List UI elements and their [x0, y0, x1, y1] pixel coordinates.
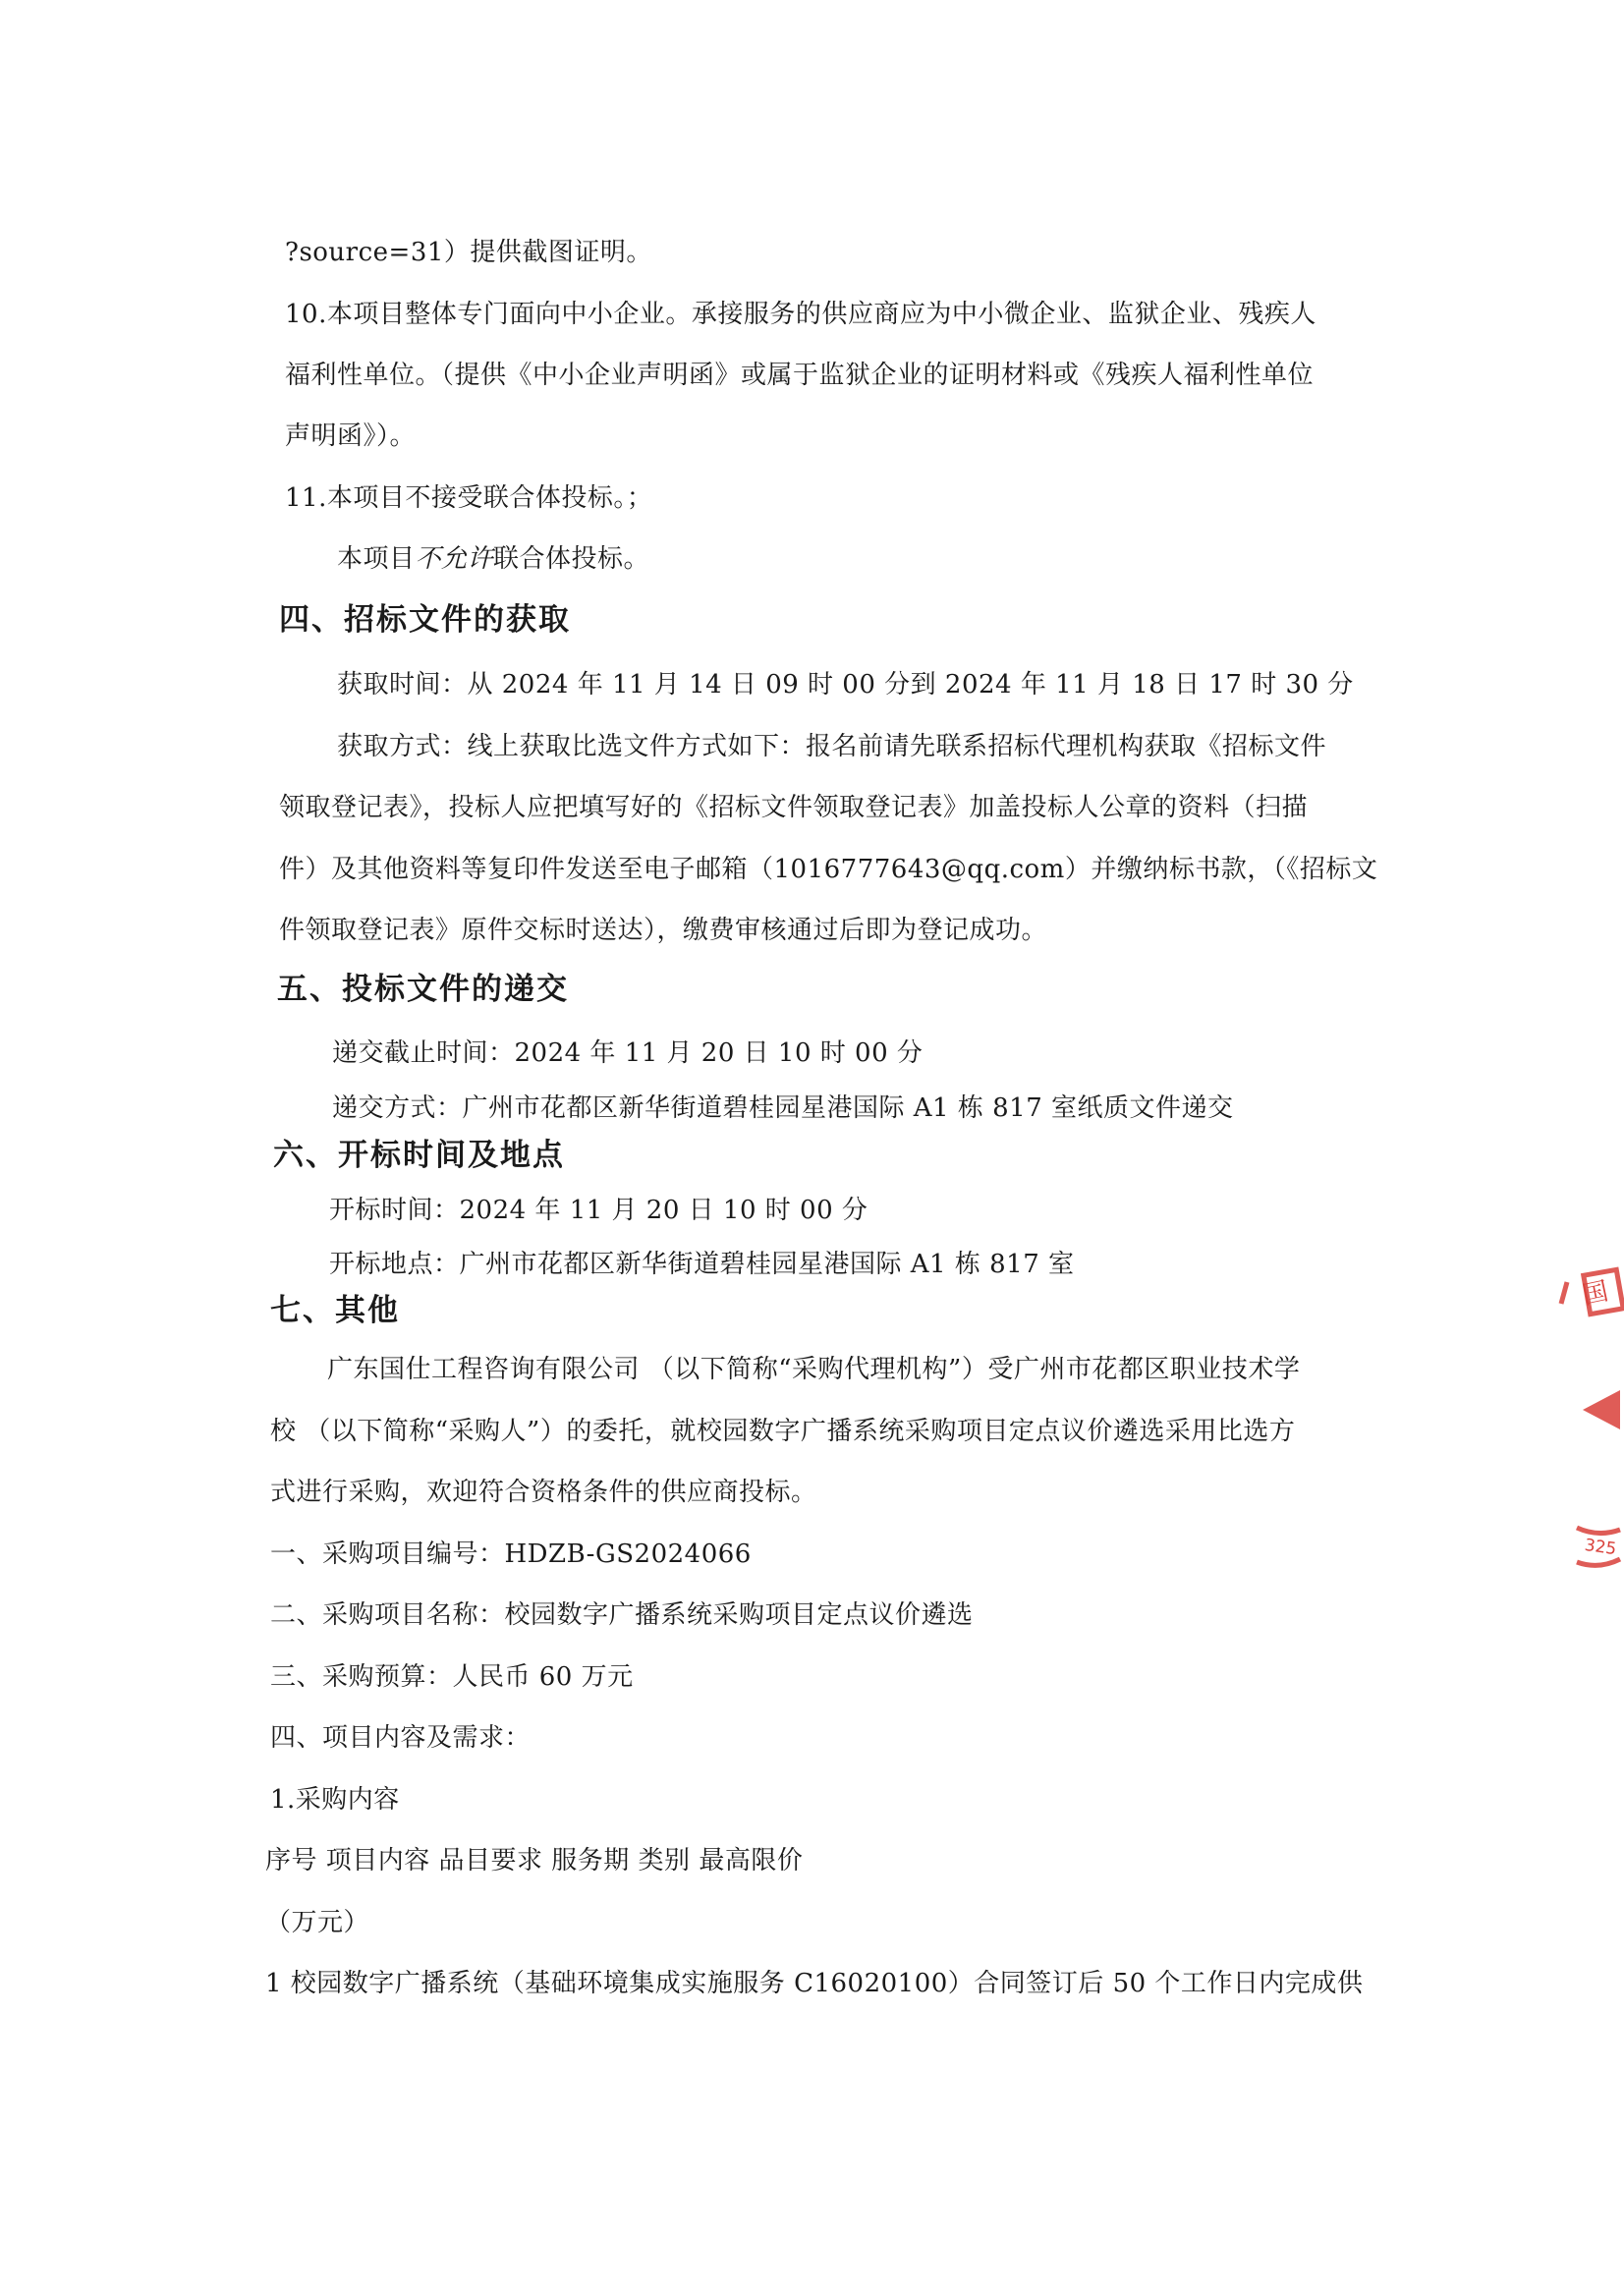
emphasis-text: 不允许 [415, 544, 494, 574]
text-line: 获取时间：从 2024 年 11 月 14 日 09 时 00 分到 2024 年 11 月 18 日 17 时 30 分 [337, 670, 1354, 700]
text-fragment: 本项目 [337, 544, 416, 574]
text-line: 开标时间：2024 年 11 月 20 日 10 时 00 分 [329, 1196, 868, 1225]
text-line: 四、项目内容及需求： [270, 1723, 532, 1753]
text-line: 广东国仕工程咨询有限公司 （以下简称“采购代理机构”）受广州市花都区职业技术学 [327, 1355, 1301, 1384]
section-heading: 六、开标时间及地点 [273, 1138, 565, 1173]
table-header-line: 序号 项目内容 品目要求 服务期 类别 最高限价 [265, 1846, 804, 1875]
section-heading: 七、其他 [270, 1293, 400, 1328]
text-line: 一、采购项目编号：HDZB-GS2024066 [270, 1539, 752, 1569]
stamp-character: 国 [1580, 1276, 1611, 1312]
text-line: 获取方式：线上获取比选文件方式如下：报名前请先联系招标代理机构获取《招标文件 [337, 732, 1327, 761]
text-line: 11.本项目不接受联合体投标。； [285, 483, 653, 513]
section-heading: 五、投标文件的递交 [277, 972, 569, 1007]
text-line: 开标地点：广州市花都区新华街道碧桂园星港国际 A1 栋 817 室 [329, 1250, 1075, 1279]
text-line: 领取登记表》，投标人应把填写好的《招标文件领取登记表》加盖投标人公章的资料（扫描 [279, 793, 1309, 822]
text-line: 1.采购内容 [270, 1785, 400, 1815]
text-line: 校 （以下简称“采购人”）的委托，就校园数字广播系统采购项目定点议价遴选采用比选方 [270, 1417, 1296, 1446]
text-line: 件领取登记表》原件交标时送达），缴费审核通过后即为登记成功。 [279, 916, 1048, 945]
table-header-line: （万元） [265, 1908, 370, 1937]
text-line: 递交方式：广州市花都区新华街道碧桂园星港国际 A1 栋 817 室纸质文件递交 [332, 1093, 1234, 1123]
stamp-digits: 325 [1583, 1535, 1618, 1560]
text-line: ?source=31）提供截图证明。 [285, 238, 652, 267]
text-fragment: 联合体投标。 [493, 544, 650, 574]
seal-stamp-fragment [1555, 1243, 1624, 1596]
text-line: 三、采购预算：人民币 60 万元 [270, 1662, 634, 1692]
text-line: 式进行采购，欢迎符合资格条件的供应商投标。 [270, 1478, 817, 1507]
text-line: 件）及其他资料等复印件发送至电子邮箱（1016777643@qq.com）并缴纳标书款，（《招标文 [279, 855, 1378, 884]
table-row: 1 校园数字广播系统（基础环境集成实施服务 C16020100）合同签订后 50 个工作日内完成供 [265, 1969, 1364, 1998]
text-line: 10.本项目整体专门面向中小企业。承接服务的供应商应为中小微企业、监狱企业、残疾人 [285, 300, 1316, 329]
text-line: 二、采购项目名称：校园数字广播系统采购项目定点议价遴选 [270, 1600, 974, 1630]
text-line [337, 542, 649, 576]
text-line: 声明函》）。 [285, 421, 417, 451]
text-line: 递交截止时间：2024 年 11 月 20 日 10 时 00 分 [332, 1038, 924, 1068]
text-line: 福利性单位。（提供《中小企业声明函》或属于监狱企业的证明材料或《残疾人福利性单位 [285, 361, 1315, 390]
section-heading: 四、招标文件的获取 [279, 602, 571, 638]
